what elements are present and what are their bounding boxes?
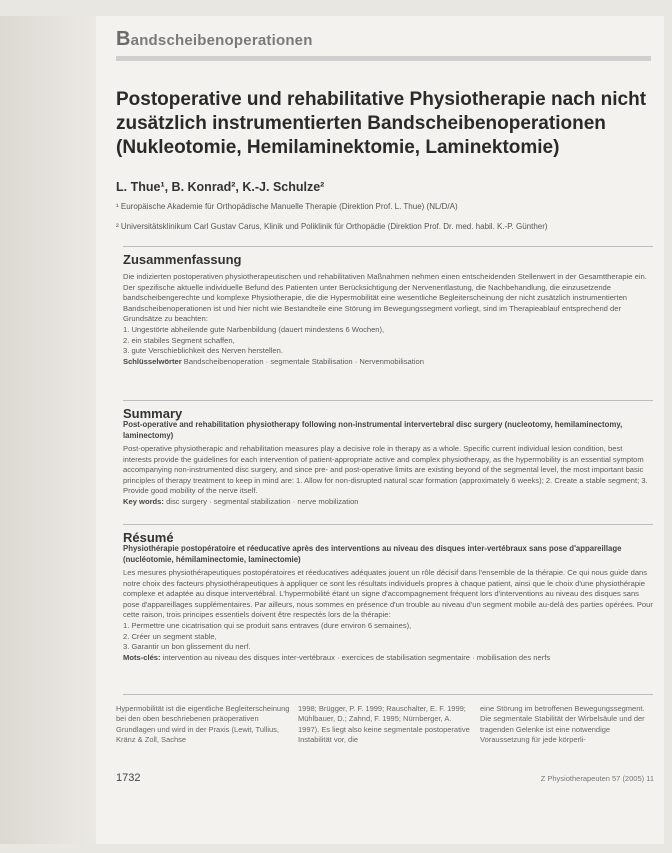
article-title: Postoperative und rehabilitative Physiotherapie nach nicht zusätzlich instrumentierten Bandscheibenoperationen (Nukleotomie, Hemilaminektomie, Laminektomie) [116, 89, 647, 158]
zusammenfassung-heading: Zusammenfassung [123, 252, 242, 267]
section-rule [123, 246, 653, 247]
journal-citation: Z Physiotherapeuten 57 (2005) 11 [540, 774, 654, 783]
zusammenfassung-keywords-label: Schlüsselwörter [123, 356, 182, 366]
section-rule [123, 694, 653, 695]
resume-keywords-line [123, 653, 653, 664]
summary-abstract [123, 444, 653, 508]
list-item: 1. Permettre une cicatrisation qui se produit sans entraves (dure environ 6 semaines), [123, 620, 412, 630]
resume-heading: Résumé [123, 530, 174, 545]
header-rule [116, 56, 651, 61]
summary-subtitle: Post-operative and rehabilitation physiotherapy following non-instrumental intervertebral disc surgery (nucleotomy, hemilaminectomy, laminectomy) [123, 420, 623, 440]
body-column-2: 1998; Brügger, P. F. 1999; Rauschalter, E. F. 1999; Mühlbauer, D.; Zahnd, F. 1995; Nürnberger, A. 1997). Es liegt also keine segmentale postoperative Instabilität vor, die [298, 704, 470, 745]
resume-subtitle: Physiothérapie postopératoire et réeducative après des interventions au niveau des disques inter-vertébraux sans pose d'appareillage (nucléotomie, hémilaminectomie, laminectomie) [123, 544, 622, 564]
summary-text: Post-operative physiotherapic and rehabilitation measures play a decisive role in therapy as a whole. Specific current individual lesion condition, best interests provide the guidelines for each intervention of patient-appropriate active and complex physiotherapy, as the hypermobility is an essential symptom accompanying non-instrumented disc surgery, and since pre- and post-operative limits are existing beyond of the segmental level, the most important basic principles of therapy treatment to keep in mind are: 1. Allow for non-disrupted natural scar formation (approximately 6 weeks); 2. Create a stable segment; 3. Provide good mobility of the nerve itself. [123, 444, 648, 496]
list-item: 1. Ungestörte abheilende gute Narbenbildung (dauert mindestens 6 Wochen), [123, 324, 385, 334]
body-column-1: Hypermobilität ist die eigentliche Begleiterscheinung bei den oben beschriebenen präoperativen Grundlagen und wird in der Praxis (Lewit, Tullius, Kränz & Zoll, Sachse [116, 704, 290, 745]
resume-abstract [123, 568, 653, 663]
summary-keywords-line [123, 497, 653, 508]
list-item: 2. Créer un segment stable, [123, 631, 217, 641]
zusammenfassung-text: Die indizierten postoperativen physiotherapeutischen und rehabilitativen Maßnahmen nehmen einen entscheidenden Stellenwert in der Gesamttherapie ein. Der spezifische aktuelle individuelle Befund des Patienten unter Berücksichtigung der Nervenentlastung, die Nachbehandlung, die einzusetzende bandscheibengerechte und komplexe Physiotherapie, die die Hypermobilität eine wesentliche Begleiterscheinung der nicht zusätzlich instrumentierten Bandscheibenoperationen ist und hier nicht wie Bestandteile eine Störung im Bewegungssegment vorliegt, sind im Therapieablauf entsprechend der Grundsätze zu beachten: [123, 272, 647, 324]
summary-keywords: disc surgery · segmental stabilization · nerve mobilization [166, 496, 359, 506]
section-rule [123, 524, 653, 525]
list-item: 3. gute Verschieblichkeit des Nerven herstellen. [123, 346, 283, 356]
section-rule [123, 400, 653, 401]
journal-page [96, 16, 664, 844]
zusammenfassung-abstract [123, 272, 653, 367]
running-head-initial: B [116, 28, 131, 50]
running-head [116, 28, 313, 51]
resume-keywords-label: Mots-clés: [123, 652, 161, 662]
list-item: 3. Garantir un bon glissement du nerf. [123, 642, 251, 652]
body-column-3: eine Störung im betroffenen Bewegungssegment. Die segmentale Stabilität der Wirbelsäule und der tragenden Gelenke ist eine notwendige Voraussetzung für jede körperli- [480, 704, 645, 745]
summary-keywords-label: Key words: [123, 496, 164, 506]
summary-heading: Summary [123, 406, 183, 421]
resume-keywords: intervention au niveau des disques inter-vertébraux · exercices de stabilisation segmentaire · mobilisation des nerfs [162, 652, 551, 662]
resume-text: Les mesures physiothérapeutiques postopératoires et réeducatives adéquates jouent un rôle décisif dans l'ensemble de la thérapie. Ce qui nous guide dans notre choix des facteurs physiothérapeutiques à appliquer ce sont les résultats individuels propres à chaque patient, ainsi que le choix d'une physiothérapie complexe et adaptée au disque intervertébral. L'hypermobilité étant un signe d'accompagnement fréquent lors d'interventions au niveau des disques sans pose d'appareillages supplémentaires. Par ailleurs, nous sommes en présence d'un trouble au niveau d'un segment mobile au-delà des parties opérées. Pour cette raison, trois principes essentiels doivent être respectés lors de la thérapie: [123, 568, 653, 620]
affiliation-2: ² Universitätsklinikum Carl Gustav Carus, Klinik und Poliklinik für Orthopädie (Direktion Prof. Dr. med. habil. K.-P. Günther) [116, 222, 548, 231]
running-head-text: andscheibenoperationen [130, 32, 313, 49]
affiliation-1: ¹ Europäische Akademie für Orthopädische Manuelle Therapie (Direktion Prof. L. Thue) (NL/D/A) [116, 202, 458, 211]
authors: L. Thue¹, B. Konrad², K.-J. Schulze² [116, 180, 325, 194]
page-number: 1732 [116, 772, 141, 784]
zusammenfassung-keywords: Bandscheibenoperation · segmentale Stabilisation · Nervenmobilisation [183, 356, 424, 366]
list-item: 2. ein stabiles Segment schaffen, [123, 335, 235, 345]
